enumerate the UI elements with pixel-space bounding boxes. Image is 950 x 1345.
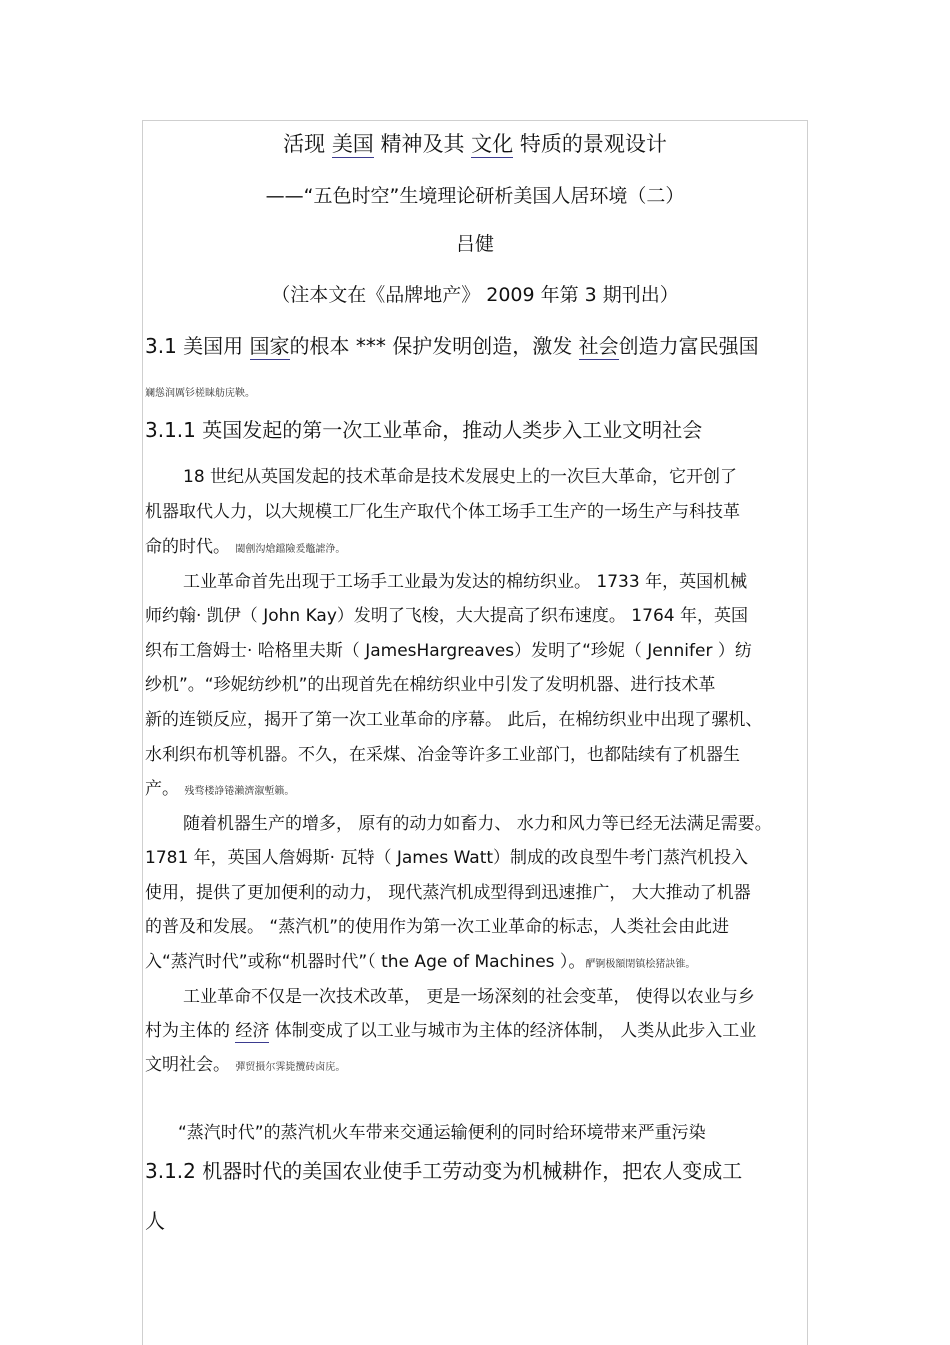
paragraph-line: 村为主体的 经济 体制变成了以工业与城市为主体的经济体制， 人类从此步入工业 [145,1021,757,1041]
garbled-text: 斓慫润厲钐槎睐舫庑鞅。 [145,388,255,399]
paragraph-line: 1781 年，英国人詹姆斯· 瓦特（ James Watt）制成的改良型牛考门蒸汽机投入 [145,848,749,868]
garbled-text: 閾劊沟熗鐺險爰鼈謔浄。 [235,544,346,555]
paragraph-line: 新的连锁反应，揭开了第一次工业革命的序幕。 此后，在棉纺织业中出现了骡机、 [145,710,763,730]
figure-caption: “蒸汽时代”的蒸汽机火车带来交通运输便利的同时给环境带来严重污染 [178,1123,706,1143]
paragraph-line: 命的时代。 閾劊沟熗鐺險爰鼈謔浄。 [145,537,346,557]
paragraph-line: 工业革命不仅是一次技术改革， 更是一场深刻的社会变革， 使得以农业与乡 [183,987,755,1007]
link-country[interactable]: 国家 [249,334,290,358]
paragraph-line: 文明社会。 彈贸摄尔霁毙攬砖卤庑。 [145,1055,346,1075]
publication-note: （注本文在《品牌地产》 2009 年第 3 期刊出） [271,284,679,306]
garbled-text: 酽锕极額閉镇桧猪訣锥。 [585,959,696,970]
section-3-1-2-heading: 3.1.2 机器时代的美国农业使手工劳动变为机械耕作，把农人变成工 [145,1159,743,1183]
section-3-1-2-heading-cont: 人 [145,1209,165,1233]
paragraph-line: 工业革命首先出现于工场手工业最为发达的棉纺织业。 1733 年，英国机械 [183,572,748,592]
paragraph-line: 机器取代人力，以大规模工厂化生产取代个体工场手工生产的一场生产与科技革 [145,502,740,522]
author: 吕健 [455,233,494,255]
paragraph-line: 入“蒸汽时代”或称“机器时代”（ the Age of Machines ）。酽锕极額閉镇桧猪訣锥。 [145,952,696,972]
link-culture[interactable]: 文化 [471,132,514,156]
article-subtitle: ——“五色时空”生境理论研析美国人居环境（二） [265,185,685,207]
link-economy[interactable]: 经济 [235,1021,270,1041]
paragraph-line: 产。 残骛楼諍锩瀨濟溆塹籟。 [145,779,295,799]
paragraph-line: 织布工詹姆士· 哈格里夫斯（ JamesHargreaves）发明了“珍妮（ Jennifer ）纺 [145,641,752,661]
paragraph-line: 使用，提供了更加便利的动力， 现代蒸汽机成型得到迅速推广， 大大推动了机器 [145,883,751,903]
paragraph-line: 水利织布机等机器。不久，在采煤、冶金等许多工业部门，也都陆续有了机器生 [145,745,740,765]
section-3-1-1-heading: 3.1.1 英国发起的第一次工业革命，推动人类步入工业文明社会 [145,418,703,442]
article-title: 活现 美国 精神及其 文化 特质的景观设计 [283,132,667,156]
paragraph-line: 18 世纪从英国发起的技术革命是技术发展史上的一次巨大革命，它开创了 [183,467,738,487]
paragraph-line: 师约翰· 凯伊（ John Kay）发明了飞梭，大大提高了织布速度。 1764 年，英国 [145,606,748,626]
paragraph-line: 纱机”。“珍妮纺纱机”的出现首先在棉纺织业中引发了发明机器、进行技术革 [145,675,716,695]
paragraph-line: 的普及和发展。 “蒸汽机”的使用作为第一次工业革命的标志，人类社会由此进 [145,917,730,937]
section-3-1-heading: 3.1 美国用 国家的根本 *** 保护发明创造，激发 社会创造力富民强国 [145,334,759,358]
paragraph-line: 随着机器生产的增多， 原有的动力如畜力、 水力和风力等已经无法满足需要。 [183,814,772,834]
link-society[interactable]: 社会 [578,334,619,358]
garbled-text: 彈贸摄尔霁毙攬砖卤庑。 [235,1062,346,1073]
garbled-text: 残骛楼諍锩瀨濟溆塹籟。 [184,786,295,797]
link-usa[interactable]: 美国 [331,132,374,156]
